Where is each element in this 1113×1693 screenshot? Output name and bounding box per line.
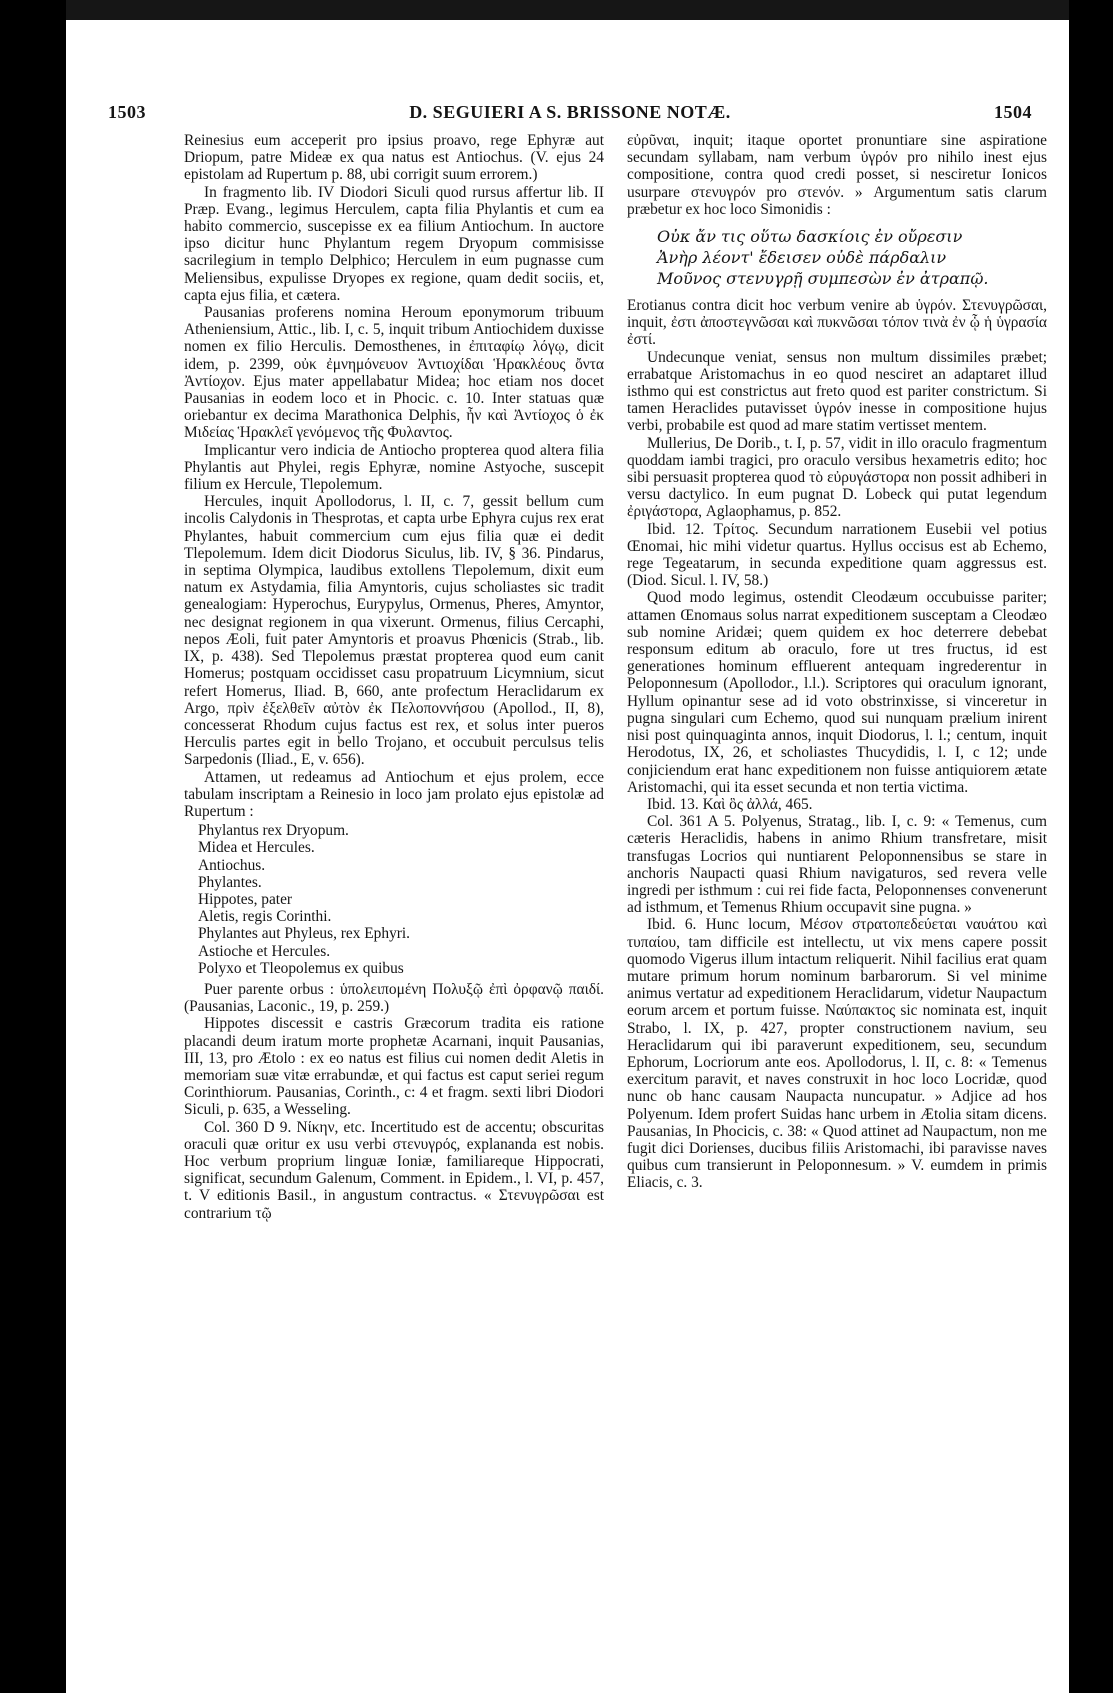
paragraph: Ibid. 12. Τρίτος. Secundum narrationem Eusebii vel potius Œnomai, hic mihi videtur quartus. Hyllus occisus est ab Echemo, rege Tegeatarum, in secunda expeditione quam aggressus est. (Diod. Sicul. l. IV, 58.) xyxy=(627,520,1047,590)
paragraph: Mullerius, De Dorib., t. I, p. 57, vidit in illo oraculo fragmentum quoddam iambi tragici, pro oraculo versibus hexametris edito; hoc sibi persuasit propterea quod τὸ εὐρυγάστορα non possit adhiberi in versu dactylico. In eum pugnat D. Lobeck qui putat legendum ἐριγάστορα, Aglaophamus, p. 852. xyxy=(627,434,1047,521)
verse-line: Οὐκ ἄν τις οὕτω δασκίοις ἐν οὔρεσιν xyxy=(657,227,963,247)
paragraph: Implicantur vero indicia de Antiocho propterea quod altera filia Phylantis aut Phylei, regis Ephyræ, nomine Astyoche, suscepit filium ex Hercule, Tlepolemum. xyxy=(184,441,604,494)
paragraph: Col. 360 D 9. Νίκην, etc. Incertitudo est de accentu; obscuritas oraculi quæ oritur ex usu verbi στενυγρός, explananda est nobis. Hoc verbum proprium linguæ Ioniæ, familiareque Hippocrati, significat, secundum Galenum, Comment. in Epidem., l. VI, p. 457, t. V editionis Basil., in angustum contractus. « Στενυγρῶσαι est contrarium τῷ xyxy=(184,1118,604,1222)
paragraph: Erotianus contra dicit hoc verbum venire ab ὑγρόν. Στενυγρῶσαι, inquit, ἐστι ἀποστεγνῶσαι καὶ πυκνῶσαι τόπον τινὰ ἐν ᾧ ἡ ὑγρασία ἐστί. xyxy=(627,297,1047,349)
paragraph: Undecunque veniat, sensus non multum dissimiles præbet; errabatque Aristomachus in eo quod nesciret an adaptaret illud isthmo qui est constrictus aut freto quod est pariter constrictum. Si tamen Heraclides putavisset ὑγρόν inesse in compositione hujus verbi, probabile est quod ad mare statim vertisset mentem. xyxy=(627,348,1047,435)
scan-border-top xyxy=(0,0,1113,20)
scan-border-right xyxy=(1069,0,1113,1693)
list-item: Aletis, regis Corinthi. xyxy=(198,908,332,926)
list-item: Phylantes. xyxy=(198,873,262,891)
list-item: Antiochus. xyxy=(198,856,266,874)
running-header xyxy=(108,102,1032,126)
list-item: Hippotes, pater xyxy=(198,890,293,908)
paragraph: Ibid. 6. Hunc locum, Μέσον στρατοπεδεύεται ναυάτου καὶ τυπαίου, tam difficile est intellectu, ut vix mens capere possit quomodo Vigerus illum intactum reliquerit. Nihil facilius erat quam mutare primum horum nominum barbarorum. Si vel minime animus vertatur ad expeditionem Heraclidarum, videtur Naupactum eorum arcem et portum fuisse. Ναύπακτος sic nominata est, inquit Strabo, l. IX, p. 427, propter constructionem navium, seu Heraclidarum qui ibi paraverunt expeditionem, seu, secundum Ephorum, Locriorum ante eos. Apollodorus, l. II, c. 8: « Temenus exercitum paravit, et naves construxit in hoc loco Locridæ, quod nunc ob hanc causam Naupacta nuncupatur. » Adjice ad hos Polyenum. Idem profert Suidas hanc urbem in Ætolia sitam dicens. Pausanias, In Phocicis, c. 38: « Quod attinet ad Naupactum, non me fugit dici Dorienses, ducibus filiis Aristomachi, ibi paravisse naves quibus cum transierunt in Peloponnesum. » V. eumdem in primis Eliacis, c. 3. xyxy=(627,916,1047,1192)
list-item: Polyxo et Tleopolemus ex quibus xyxy=(198,959,404,977)
verse-line: Μοῦνος στενυγρῇ συμπεσὼν ἐν ἀτραπῷ. xyxy=(657,269,989,289)
paragraph: Col. 361 A 5. Polyenus, Stratag., lib. I, c. 9: « Temenus, cum cæteris Heraclidis, habens in animo Rhium transfretare, misit transfugas Locrios qui nuntiarent Peloponnensibus se stare in anchoris Naupacti quasi Rhium navigaturos, sed revera velle ingredi per isthmum : cui rei fide facta, Peloponnenses convenerunt ad isthmum, et Temenus Rhium occupavit sine pugna. » xyxy=(627,813,1047,917)
paragraph: Hippotes discessit e castris Græcorum tradita eis ratione placandi deum iratum morte prophetæ Acarnani, inquit Pausanias, III, 13, pro Ætolo : ex eo natus est filius cui nomen dedit Aletis in memoriam suæ vitæ errabundæ, et qui factus est caput seriei regum Corinthiorum. Pausanias, Corinth., c: 4 et fragm. sexti libri Diodori Siculi, p. 635, a Wesseling. xyxy=(184,1015,604,1119)
page-number-left: 1503 xyxy=(108,102,146,122)
paragraph: Hercules, inquit Apollodorus, l. II, c. 7, gessit bellum cum incolis Calydonis in Thesprotas, et capta urbe Ephyra cujus rex erat Phylantes, habuit commercium cum ejus filia quæ ei dedit Tlepolemum. Idem dicit Diodorus Siculus, lib. IV, § 36. Pindarus, in septima Olympica, laudibus extollens Tlepolemum, dixit eum natum ex Astydamia, filia Amyntoris, cujus scholiastes sic tradit genealogiam: Hyperochus, Eurypylus, Ormenus, Pheres, Amyntor, nec designat regionem in qua vixerunt. Ormenus, filius Cercaphi, nepos Æoli, fuit pater Amyntoris et proavus Phœnicis (Strab., lib. IX, p. 438). Sed Tlepolemus præstat propterea quod eum canit Homerus; postquam occidisset casu propatruum Licymnium, sicut refert Homerus, Iliad. B, 660, ante profectum Heraclidarum ex Argo, πρὶν ἐξελθεῖν αὐτὸν ἐκ Πελοποννήσου (Apollod., II, 8), concesserat Rhodum cujus factus est rex, et solus inter pueros Herculis partes egit in bello Trojano, et occubuit perculsus telis Sarpedonis (Iliad., E, v. 656). xyxy=(184,493,604,769)
page-number-right: 1504 xyxy=(994,102,1032,122)
greek-verse xyxy=(657,226,1047,289)
paragraph: Ibid. 13. Καὶ ὃς ἀλλά, 465. xyxy=(647,795,813,813)
paragraph: In fragmento lib. IV Diodori Siculi quod rursus affertur lib. II Præp. Evang., legimus Herculem, capta filia Phylantis et cum ea habito commercio, suscepisse ex ea filium Antiochum. In auctore ipso dicitur hunc Phylantum regem Dryopum commisisse sacrilegium in templo Delphico; Herculem in eum pugnasse cum Meliensibus, expulisse Dryopes ex regione, quam dedit sociis, et, capta ejus filia, et cætera. xyxy=(184,183,604,304)
right-column xyxy=(627,132,1047,1192)
paragraph: Puer parente orbus : ὑπολειπομένη Πολυξῷ ἐπὶ ὀρφανῷ παιδί. (Pausanias, Laconic., 19, p. 259.) xyxy=(184,980,604,1016)
list-item: Astioche et Hercules. xyxy=(198,942,331,960)
genealogy-list xyxy=(198,822,604,977)
list-item: Phylantus rex Dryopum. xyxy=(198,822,349,840)
paragraph: εὐρῦναι, inquit; itaque oportet pronuntiare sine aspiratione secundam syllabam, nam verbum ὑγρόν pro nihilo inest ejus compositione, contra quod credi posset, si nesciretur Ionicos usurpare στενυγρόν pro στενόν. » Argumentum satis clarum præbetur ex hoc loco Simonidis : xyxy=(627,132,1047,218)
paragraph: Attamen, ut redeamus ad Antiochum et ejus prolem, ecce tabulam inscriptam a Reinesio in loco jam prolato ejus epistolæ ad Rupertum : xyxy=(184,768,604,820)
paragraph: Pausanias proferens nomina Heroum eponymorum tribuum Atheniensium, Attic., lib. I, c. 5, inquit tribum Antiochidem duxisse nomen ex filio Herculis. Demosthenes, in ἐπιταφίῳ λόγῳ, dicit idem, p. 2399, οὐκ ἐμνημόνευον Ἀντιοχίδαι Ἡρακλέους ὄντα Ἀντίοχον. Ejus mater appellabatur Midea; hoc etiam nos docet Pausanias in eodem loco et in Phocic. c. 10. Inter statuas quæ oriebantur ex decima Marathonica Delphis, ἦν καὶ Ἀντίοχος ὁ ἐκ Μιδείας Ἡρακλεῖ γενόμενος τῆς Φυλαντος. xyxy=(184,304,604,442)
running-title: D. SEGUIERI A S. BRISSONE NOTÆ. xyxy=(409,102,731,122)
left-column xyxy=(184,132,604,1222)
list-item: Phylantes aut Phyleus, rex Ephyri. xyxy=(198,925,411,943)
verse-line: Ἀνὴρ λέοντ' ἔδεισεν οὐδὲ πάρδαλιν xyxy=(657,248,947,268)
paragraph: Reinesius eum acceperit pro ipsius proavo, rege Ephyræ aut Driopum, patre Mideæ ex qua natus est Antiochus. (V. ejus 24 epistolam ad Rupertum p. 88, ubi corrigit suum errorem.) xyxy=(184,132,604,184)
list-item: Midea et Hercules. xyxy=(198,839,315,857)
paragraph: Quod modo legimus, ostendit Cleodæum occubuisse pariter; attamen Œnomaus solus narrat expeditionem susceptam a Cleodæo sub nomine Aridæi; quem quidem ex hoc deterrere debebat responsum editum ab oraculo, fore ut tres fructus, id est generationes hominum effluerent antequam ingrederentur in Peloponnesum (Apollodor., l.l.). Scriptores qui oraculum ignorant, Hyllum opinantur sese ad id voto obstrinxisse, si vinceretur in pugna singulari cum Echemo, quod sui nunquam prælium inirent nisi post quinquaginta annos, inquit Diodorus, l. l.; centum, inquit Herodotus, IX, 26, et scholiastes Thucydidis, l. I, c 12; unde conjiciendum erat hanc expeditionem non fuisse antiquiorem ætate Aristomachi, qui ita esset secunda et non tertia victima. xyxy=(627,589,1047,796)
scan-border-left xyxy=(0,0,66,1693)
